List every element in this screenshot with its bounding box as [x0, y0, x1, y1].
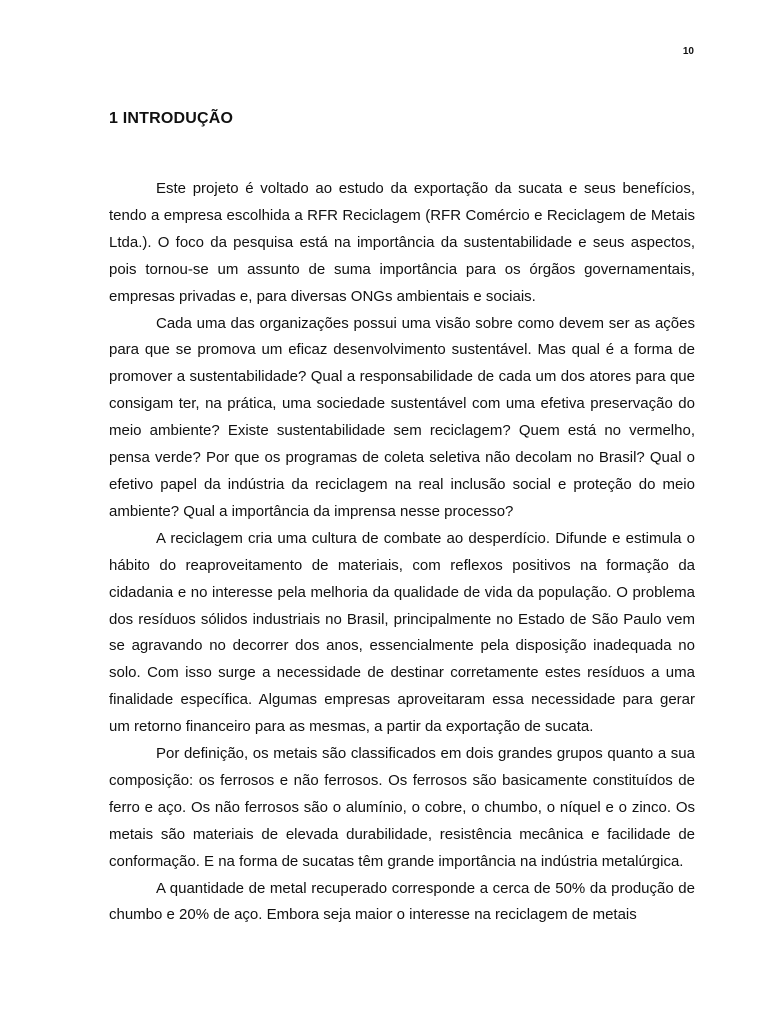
- paragraph: A quantidade de metal recuperado corresponde a cerca de 50% da produção de chumbo e 20% de aço. Embora seja maior o interesse na reciclagem de metais: [109, 879, 695, 924]
- page-number: 10: [682, 46, 694, 57]
- paragraph: Este projeto é voltado ao estudo da exportação da sucata e seus benefícios, tendo a empresa escolhida a RFR Reciclagem (RFR Comércio e Reciclagem de Metais Ltda.). O foco da pesquisa está na importância da sustentabilidade e seus aspectos, pois tornou-se um assunto de suma importância para os órgãos governamentais, empresas privadas e, para diversas ONGs ambientais e sociais.: [109, 180, 695, 305]
- paragraph: A reciclagem cria uma cultura de combate ao desperdício. Difunde e estimula o hábito do reaproveitamento de materiais, com reflexos positivos na formação da cidadania e no interesse pela melhoria da qualidade de vida da população. O problema dos resíduos sólidos industriais no Brasil, principalmente no Estado de São Paulo vem se agravando no decorrer dos anos, essencialmente pela disposição inadequada no solo. Com isso surge a necessidade de destinar corretamente estes resíduos a uma finalidade específica. Algumas empresas aproveitaram essa necessidade para gerar um retorno financeiro para as mesmas, a partir da exportação de sucata.: [109, 529, 695, 736]
- body-text: [109, 176, 695, 929]
- paragraph: Por definição, os metais são classificados em dois grandes grupos quanto a sua composição: os ferrosos e não ferrosos. Os ferrosos são basicamente constituídos de ferro e aço. Os não ferrosos são o alumínio, o cobre, o chumbo, o níquel e o zinco. Os metais são materiais de elevada durabilidade, resistência mecânica e facilidade de conformação. E na forma de sucatas têm grande importância na indústria metalúrgica.: [109, 745, 695, 870]
- paragraph: Cada uma das organizações possui uma visão sobre como devem ser as ações para que se promova um eficaz desenvolvimento sustentável. Mas qual é a forma de promover a sustentabilidade? Qual a responsabilidade de cada um dos atores para que consigam ter, na prática, uma sociedade sustentável com uma efetiva preservação do meio ambiente? Existe sustentabilidade sem reciclagem? Quem está no vermelho, pensa verde? Por que os programas de coleta seletiva não decolam no Brasil? Qual o efetivo papel da indústria da reciclagem na real inclusão social e proteção do meio ambiente? Qual a importância da imprensa nesse processo?: [109, 314, 695, 520]
- section-heading: 1 INTRODUÇÃO: [109, 110, 234, 127]
